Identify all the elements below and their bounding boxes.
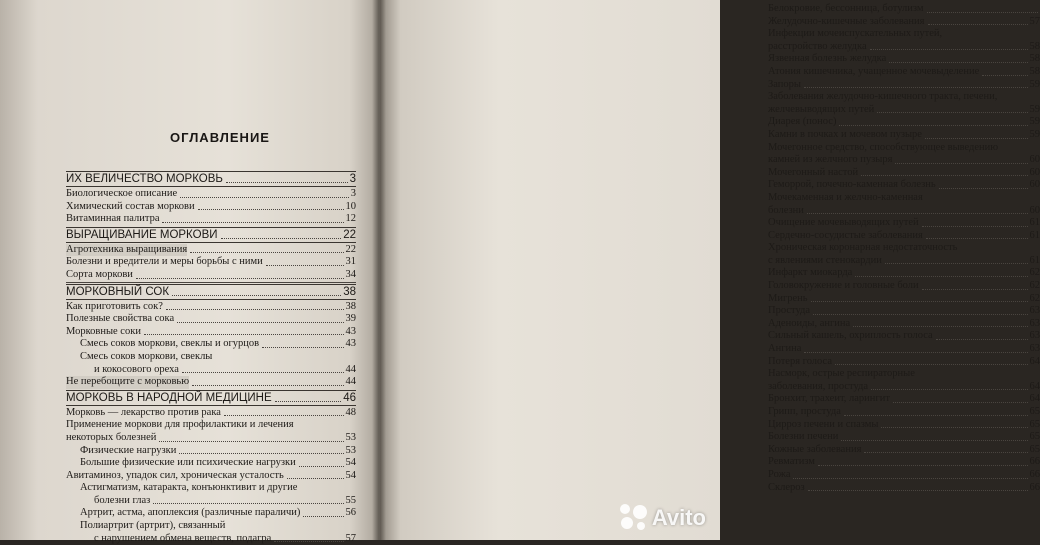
toc-entry xyxy=(768,318,1040,331)
dot-leader xyxy=(804,87,1028,88)
toc-page-number: 58 xyxy=(1030,41,1040,54)
toc-entry xyxy=(66,256,356,269)
dot-leader xyxy=(811,301,1028,302)
dot-leader xyxy=(144,334,344,335)
toc-entry xyxy=(66,301,356,314)
dot-leader xyxy=(299,466,344,467)
toc-entry xyxy=(768,53,1040,66)
toc-page-number: 57 xyxy=(1030,16,1040,29)
toc-entry-title-line1: Мочегонное средство, способствующее выведению xyxy=(768,142,1040,155)
dot-leader xyxy=(936,339,1028,340)
toc-entry xyxy=(768,91,1040,116)
book-spine xyxy=(372,0,386,540)
toc-entry xyxy=(768,280,1040,293)
toc-page-number: 56 xyxy=(346,507,357,520)
dot-leader xyxy=(939,188,1028,189)
toc-entry-title: МОРКОВНЫЙ СОК xyxy=(66,285,169,299)
toc-entry-title: Химический состав моркови xyxy=(66,201,195,214)
toc-page-number: 53 xyxy=(346,445,357,458)
toc-page-number: 22 xyxy=(346,244,357,257)
toc-entry-title: Рожа xyxy=(768,469,790,482)
dot-leader xyxy=(182,372,344,373)
toc-entry-title: Простуда xyxy=(768,305,810,318)
toc-entry xyxy=(768,16,1040,29)
toc-page-number: 53 xyxy=(346,432,357,445)
dot-leader xyxy=(266,265,344,266)
toc-entry xyxy=(768,431,1040,444)
toc-page-number: 60 xyxy=(1030,167,1040,180)
toc-entry-title-line2: заболевания, простуда xyxy=(768,381,868,394)
toc-entry xyxy=(768,406,1040,419)
toc-entry xyxy=(66,457,356,470)
toc-page-number: 61 xyxy=(1030,230,1040,243)
toc-entry xyxy=(768,129,1040,142)
toc-entry xyxy=(66,338,356,351)
toc-page-number: 59 xyxy=(1030,129,1040,142)
toc-page-number: 65 xyxy=(1030,431,1040,444)
dot-leader xyxy=(793,478,1027,479)
toc-entry-title: Бронхит, трахеит, ларингит xyxy=(768,393,890,406)
toc-entry xyxy=(66,390,356,406)
toc-entry xyxy=(768,482,1040,495)
toc-page-number: 10 xyxy=(346,201,357,214)
toc-entry xyxy=(768,267,1040,280)
toc-entry-title: Очищение мочевыводящих путей xyxy=(768,217,919,230)
dot-leader xyxy=(871,389,1027,390)
toc-entry xyxy=(66,201,356,214)
dot-leader xyxy=(177,322,343,323)
toc-entry xyxy=(66,244,356,257)
dot-leader xyxy=(927,12,1038,13)
dot-leader xyxy=(925,138,1028,139)
toc-entry-title: Головокружение и головные боли xyxy=(768,280,919,293)
toc-entry-title: Аденоиды, ангина xyxy=(768,318,850,331)
toc-entry xyxy=(768,343,1040,356)
toc-entry xyxy=(768,393,1040,406)
toc-page-number: 63 xyxy=(1030,343,1040,356)
dot-leader xyxy=(808,490,1028,491)
toc-entry-title: Большие физические или психические нагрузки xyxy=(66,457,296,470)
toc-page-number: 3 xyxy=(350,172,356,186)
toc-entry xyxy=(66,188,356,201)
toc-entry-title: Физические нагрузки xyxy=(66,445,176,458)
toc-page-number: 59 xyxy=(1030,79,1040,92)
toc-entry xyxy=(768,230,1040,243)
dot-leader xyxy=(262,347,343,348)
toc-entry-title-line2: болезни глаз xyxy=(80,495,150,508)
toc-entry xyxy=(66,171,356,187)
toc-entry xyxy=(768,368,1040,393)
toc-entry-title: Ангина xyxy=(768,343,801,356)
avito-wordmark: Avito xyxy=(652,505,706,531)
toc-entry xyxy=(66,351,356,376)
toc-entry-title-line2: с явлениями стенокардии xyxy=(768,255,882,268)
toc-entry-title: Мигрень xyxy=(768,293,808,306)
toc-entry-title: Как приготовить сок? xyxy=(66,301,163,314)
dot-leader xyxy=(804,352,1027,353)
toc-page-number: 66 xyxy=(1030,482,1040,495)
toc-entry xyxy=(66,313,356,326)
toc-page-number: 66 xyxy=(1030,456,1040,469)
toc-entry xyxy=(768,444,1040,457)
toc-page-number: 64 xyxy=(1030,356,1040,369)
toc-page-number: 3 xyxy=(351,188,356,201)
toc-entry-title: Болезни и вредители и меры борьбы с ними xyxy=(66,256,263,269)
dot-leader xyxy=(885,263,1028,264)
toc-entry xyxy=(66,445,356,458)
toc-page-number: 61 xyxy=(1030,255,1040,268)
dot-leader xyxy=(162,222,343,223)
dot-leader xyxy=(807,213,1028,214)
dot-leader xyxy=(180,197,349,198)
toc-title: ОГЛАВЛЕНИЕ xyxy=(70,130,370,145)
toc-entry-title: Желудочно-кишечные заболевания xyxy=(768,16,925,29)
toc-entry-title-line1: Заболевания желудочно-кишечного тракта, печени, xyxy=(768,91,1040,104)
toc-page-number: 61 xyxy=(1030,217,1040,230)
toc-page-number: 57 xyxy=(346,533,357,545)
toc-page-number: 34 xyxy=(346,269,357,282)
toc-entry-title: Смесь соков моркови, свеклы и огурцов xyxy=(66,338,259,351)
toc-entry-title: Потеря голоса xyxy=(768,356,832,369)
toc-page-number: 64 xyxy=(1030,393,1040,406)
toc-entry-title: Грипп, простуда xyxy=(768,406,841,419)
dot-leader xyxy=(153,503,343,504)
dot-leader xyxy=(839,125,1027,126)
toc-page-number: 66 xyxy=(1030,469,1040,482)
toc-entry-title: МОРКОВЬ В НАРОДНОЙ МЕДИЦИНЕ xyxy=(66,391,272,405)
toc-page-number: 59 xyxy=(1030,104,1040,117)
toc-page-number: 63 xyxy=(1030,330,1040,343)
toc-entry-title-line2: камней из желчного пузыря xyxy=(768,154,892,167)
toc-entry-title-line1: Инфекции мочеиспускательных путей, xyxy=(768,28,1040,41)
toc-page-number: 12 xyxy=(346,213,357,226)
toc-entry xyxy=(768,167,1040,180)
toc-entry-title-line1: Применение моркови для профилактики и лечения xyxy=(66,419,356,432)
toc-list-right xyxy=(768,3,1040,494)
toc-entry xyxy=(768,66,1040,79)
toc-entry-title: Запоры xyxy=(768,79,801,92)
dot-leader xyxy=(813,314,1027,315)
toc-entry xyxy=(768,28,1040,53)
dot-leader xyxy=(895,163,1027,164)
toc-entry-title-line2: болезни xyxy=(768,205,804,218)
toc-entry-title: Болезни печени xyxy=(768,431,838,444)
toc-page-number: 46 xyxy=(343,391,356,405)
dot-leader xyxy=(221,238,342,239)
toc-entry-title: Белокровие, бессонница, ботулизм xyxy=(768,3,924,16)
toc-entry xyxy=(768,330,1040,343)
toc-entry-title: Полезные свойства сока xyxy=(66,313,174,326)
toc-entry-title-line1: Полиартрит (артрит), связанный xyxy=(66,520,356,533)
toc-entry xyxy=(66,326,356,339)
toc-page-number: 38 xyxy=(343,285,356,299)
toc-entry-title: Склероз xyxy=(768,482,805,495)
toc-entry-title: Камни в почках и мочевом пузыре xyxy=(768,129,922,142)
toc-entry xyxy=(66,470,356,483)
toc-entry xyxy=(66,520,356,545)
toc-page-number: 38 xyxy=(346,301,357,314)
toc-page-number: 44 xyxy=(346,376,357,389)
dot-leader xyxy=(864,452,1027,453)
dot-leader xyxy=(224,415,344,416)
toc-page-number: 43 xyxy=(346,338,357,351)
toc-entry-title-line2: с нарушением обмена веществ, подагра xyxy=(80,533,271,545)
toc-entry xyxy=(66,482,356,507)
avito-logo-icon xyxy=(620,504,648,532)
toc-entry-title: Геморрой, почечно-каменная болезнь xyxy=(768,179,936,192)
toc-page-number: 44 xyxy=(346,364,357,377)
dot-leader xyxy=(198,209,344,210)
left-page xyxy=(0,0,380,540)
toc-entry-title: Кожные заболевания xyxy=(768,444,861,457)
toc-page-number: 58 xyxy=(1030,53,1040,66)
toc-entry xyxy=(768,242,1040,267)
toc-entry xyxy=(768,116,1040,129)
toc-entry-title-line1: Смесь соков моркови, свеклы xyxy=(66,351,356,364)
toc-entry xyxy=(768,293,1040,306)
toc-page-number: 31 xyxy=(346,256,357,269)
dot-leader xyxy=(893,402,1028,403)
dot-leader xyxy=(226,182,348,183)
toc-entry-title: Атония кишечника, учащенное мочевыделение xyxy=(768,66,979,79)
toc-entry xyxy=(66,213,356,226)
toc-page-number: 54 xyxy=(346,457,357,470)
dot-leader xyxy=(274,541,343,542)
toc-page-number: 43 xyxy=(346,326,357,339)
toc-entry xyxy=(768,79,1040,92)
toc-entry xyxy=(66,507,356,520)
toc-entry-title-line2: расстройство желудка xyxy=(768,41,867,54)
toc-entry xyxy=(66,419,356,444)
toc-entry xyxy=(768,356,1040,369)
toc-page-number: 64 xyxy=(1030,381,1040,394)
toc-page-number: 48 xyxy=(346,407,357,420)
toc-entry-title-line2: желчевыводящих путей xyxy=(768,104,874,117)
toc-entry-title: Авитаминоз, упадок сил, хроническая усталость xyxy=(66,470,284,483)
toc-entry xyxy=(768,469,1040,482)
toc-page-number: 39 xyxy=(346,313,357,326)
dot-leader xyxy=(922,226,1028,227)
toc-entry-title-line2: и кокосового ореха xyxy=(80,364,179,377)
dot-leader xyxy=(818,465,1028,466)
toc-entry xyxy=(66,284,356,300)
toc-page-number: 62 xyxy=(1030,267,1040,280)
toc-entry-title: Агротехника выращивания xyxy=(66,244,187,257)
dot-leader xyxy=(861,175,1027,176)
toc-entry-title: ИХ ВЕЛИЧЕСТВО МОРКОВЬ xyxy=(66,172,223,186)
toc-entry xyxy=(768,192,1040,217)
toc-entry-title: Сильный кашель, охриплость голоса xyxy=(768,330,933,343)
dot-leader xyxy=(870,49,1028,50)
toc-entry xyxy=(66,376,356,389)
toc-entry-title: Цирроз печени и спазмы xyxy=(768,419,878,432)
toc-entry-title-line1: Хроническая коронарная недостаточность xyxy=(768,242,1040,255)
dot-leader xyxy=(190,252,343,253)
toc-page-number: 65 xyxy=(1030,444,1040,457)
toc-page-number: 54 xyxy=(346,470,357,483)
toc-entry-title-line1: Астигматизм, катаракта, конъюнктивит и другие xyxy=(66,482,356,495)
dot-leader xyxy=(889,62,1027,63)
toc-entry-title: Витаминная палитра xyxy=(66,213,159,226)
dot-leader xyxy=(835,364,1027,365)
toc-entry-title: Артрит, астма, апоплексия (различные параличи) xyxy=(66,507,300,520)
toc-page-number: 65 xyxy=(1030,419,1040,432)
toc-entry xyxy=(66,269,356,283)
toc-entry-title: Сердечно-сосудистые заболевания xyxy=(768,230,923,243)
toc-entry xyxy=(66,227,356,243)
toc-entry-title: Морковные соки xyxy=(66,326,141,339)
toc-entry-title-line1: Мочекаменная и желчно-каменная xyxy=(768,192,1040,205)
toc-page-number: 58 xyxy=(1030,66,1040,79)
toc-entry-title: Мочегонный настой xyxy=(768,167,858,180)
toc-entry-title: Инфаркт миокарда xyxy=(768,267,852,280)
dot-leader xyxy=(136,278,344,279)
toc-entry-title-line1: Насморк, острые респираторные xyxy=(768,368,1040,381)
toc-page-number: 60 xyxy=(1030,154,1040,167)
dot-leader xyxy=(172,295,341,296)
toc-entry xyxy=(768,142,1040,167)
toc-entry xyxy=(66,407,356,420)
toc-entry xyxy=(768,179,1040,192)
dot-leader xyxy=(303,516,343,517)
toc-entry-title: Морковь — лекарство против рака xyxy=(66,407,221,420)
toc-entry-title-line2: некоторых болезней xyxy=(66,432,156,445)
dot-leader xyxy=(881,427,1027,428)
dot-leader xyxy=(853,326,1027,327)
right-page xyxy=(380,0,720,540)
toc-page-number: 22 xyxy=(343,228,356,242)
toc-page-number: 63 xyxy=(1030,318,1040,331)
dot-leader xyxy=(192,385,343,386)
toc-page-number: 59 xyxy=(1030,116,1040,129)
toc-page-number: 62 xyxy=(1030,293,1040,306)
toc-entry xyxy=(768,305,1040,318)
avito-watermark xyxy=(620,504,706,532)
toc-page-number: 60 xyxy=(1030,205,1040,218)
dot-leader xyxy=(287,478,344,479)
toc-page-number: 62 xyxy=(1030,280,1040,293)
toc-entry-title: Биологическое описание xyxy=(66,188,177,201)
toc-page-number: 55 xyxy=(346,495,357,508)
dot-leader xyxy=(922,289,1028,290)
toc-entry-title: Диарея (понос) xyxy=(768,116,836,129)
toc-entry xyxy=(768,419,1040,432)
dot-leader xyxy=(841,440,1027,441)
dot-leader xyxy=(159,441,343,442)
toc-entry-title: Язвенная болезнь желудка xyxy=(768,53,886,66)
toc-page-number: 63 xyxy=(1030,305,1040,318)
toc-page-number: 65 xyxy=(1030,406,1040,419)
dot-leader xyxy=(844,415,1028,416)
dot-leader xyxy=(179,453,343,454)
toc-entry-title: Не перебощите с морковью xyxy=(66,376,189,389)
dot-leader xyxy=(877,112,1027,113)
dot-leader xyxy=(855,276,1027,277)
dot-leader xyxy=(928,24,1028,25)
toc-entry xyxy=(768,456,1040,469)
toc-page-number: 60 xyxy=(1030,179,1040,192)
toc-entry-title: Ревматизм xyxy=(768,456,815,469)
toc-entry-title: ВЫРАЩИВАНИЕ МОРКОВИ xyxy=(66,228,218,242)
toc-entry xyxy=(768,217,1040,230)
dot-leader xyxy=(275,401,342,402)
dot-leader xyxy=(982,75,1027,76)
dot-leader xyxy=(166,309,344,310)
toc-entry-title: Сорта моркови xyxy=(66,269,133,282)
toc-list-left xyxy=(66,170,356,545)
dot-leader xyxy=(926,238,1028,239)
toc-entry xyxy=(768,3,1040,16)
